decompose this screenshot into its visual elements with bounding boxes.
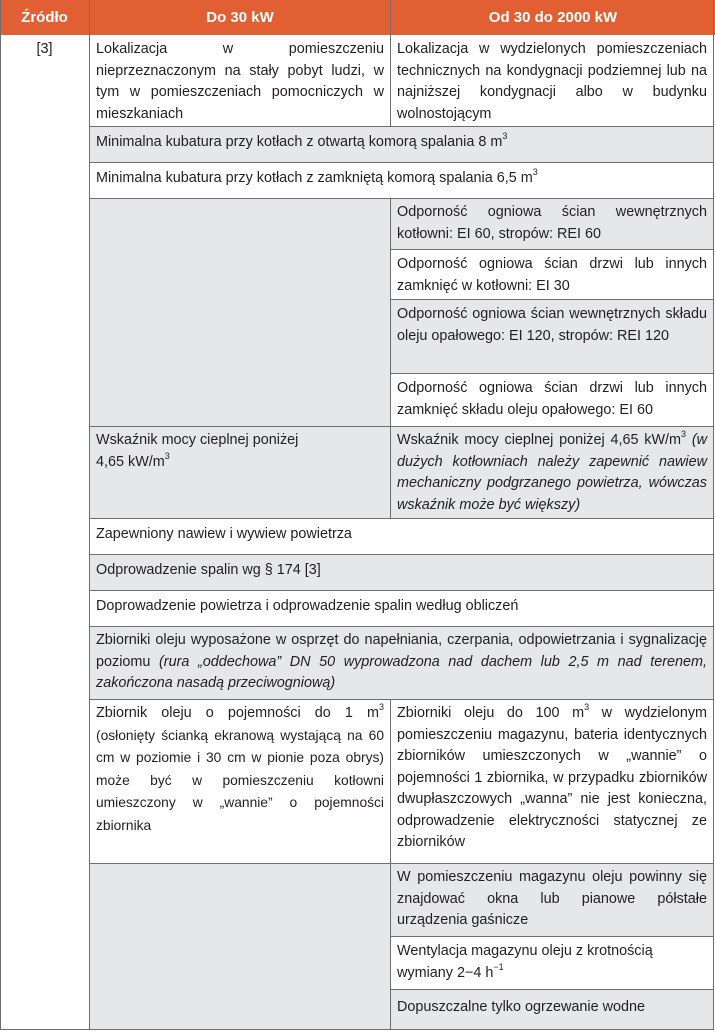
oil-store-vent-text: Wentylacja magazynu oleju z krotnością wymiany 2−4 h — [397, 943, 653, 981]
air-calc-text: Doprowadzenie powietrza i odprowadzenie spalin według obliczeń — [96, 598, 519, 614]
source-cell — [0, 35, 89, 1030]
volume-closed-text: Minimalna kubatura przy kotłach z zamkniętą komorą spalania 6,5 m — [96, 170, 533, 186]
grid-line — [89, 518, 714, 519]
flue-gas-text: Odprowadzenie spalin wg § 174 [3] — [96, 562, 321, 578]
air-supply-cell — [90, 518, 713, 554]
grid-line — [390, 198, 391, 518]
heat-large-cell — [391, 426, 713, 518]
grid-line — [0, 0, 1, 1030]
water-heating-text: Dopuszczalne tylko ogrzewanie wodne — [397, 999, 645, 1015]
volume-closed-cell — [90, 162, 713, 198]
header-source-label: Źródło — [21, 9, 68, 26]
grid-line — [89, 426, 714, 427]
header-small-label: Do 30 kW — [206, 9, 274, 26]
tank-large-text-b: w wydzielonym pomieszczeniu magazynu, bateria identycznych zbiorników umieszczonych w „wannie” o pojemności 1 zbiornika, w przypadku zbiorników dwupłaszczowych „wanna” nie jest konieczna, odprowadzenie elektryczności statycznej ze zbiorników — [397, 705, 708, 850]
grid-line — [390, 699, 391, 1030]
tank-small-cell — [90, 699, 390, 863]
heat-small-sup: 3 — [164, 450, 170, 461]
fire-walls-boiler-cell — [391, 198, 713, 249]
oil-tanks-cell — [90, 626, 713, 699]
fire-doors-boiler-cell — [391, 250, 713, 299]
fire-doors-oil-cell — [391, 374, 713, 426]
oil-store-vent-sup: −1 — [493, 961, 504, 972]
location-small-cell — [90, 35, 390, 126]
header-source — [0, 0, 89, 35]
source-ref: [3] — [36, 41, 53, 57]
heat-small-text-b: 4,65 kW/m — [96, 453, 165, 470]
grid-line — [390, 299, 714, 300]
grid-line — [89, 554, 714, 555]
air-calc-cell — [90, 590, 713, 626]
grid-line — [89, 0, 90, 1030]
fire-walls-oil-text: Odporność ogniowa ścian wewnętrznych składu oleju opałowego: EI 120, stropów: REI 120 — [397, 306, 707, 344]
location-large-text: Lokalizacja w wydzielonych pomieszczeniach technicznych na kondygnacji podziemnej lub na najniższej kondygnacji albo w budynku wolnostojącym — [397, 41, 707, 122]
tank-large-cell — [391, 699, 713, 863]
flue-gas-cell — [90, 554, 713, 590]
air-supply-text: Zapewniony nawiew i wywiew powietrza — [96, 526, 352, 542]
tank-small-text-b: (osłonięty ścianką ekranową wystającą na 60 cm w poziomie i 30 cm w pionie poza obrys) może być w pomieszczeniu kotłowni umieszczony w „wannie” o pojemności zbiornika — [96, 727, 384, 833]
header-large-power — [391, 0, 715, 35]
grid-line — [390, 936, 714, 937]
location-large-cell — [391, 35, 713, 126]
grid-line — [89, 699, 714, 700]
heat-large-note: (w dużych kotłowniach należy zapewnić nawiew mechaniczny podgrzanego powietrza, wówczas wskaźnik może być większy) — [397, 432, 707, 513]
oil-store-windows-cell — [391, 863, 713, 936]
tank-large-sup: 3 — [584, 702, 590, 713]
tank-large-text-a: Zbiorniki oleju do 100 m — [397, 705, 585, 721]
volume-open-text: Minimalna kubatura przy kotłach z otwartą komorą spalania 8 m — [96, 134, 503, 150]
fire-doors-boiler-text: Odporność ogniowa ścian drzwi lub innych zamknięć w kotłowni: EI 30 — [397, 256, 707, 294]
tank-small-text-a: Zbiornik oleju o pojemności do 1 m — [96, 705, 379, 721]
header-small-power — [90, 0, 390, 35]
grid-line — [89, 863, 714, 864]
grid-line — [89, 198, 714, 199]
grid-line — [390, 373, 714, 374]
fire-walls-boiler-text: Odporność ogniowa ścian wewnętrznych kotłowni: EI 60, stropów: REI 60 — [397, 204, 707, 242]
grid-line — [89, 162, 714, 163]
oil-store-windows-text: W pomieszczeniu magazynu oleju powinny się znajdować okna lub pianowe półstałe urządzenia gaśnicze — [397, 869, 707, 928]
grid-line — [89, 626, 714, 627]
header-large-label: Od 30 do 2000 kW — [488, 9, 618, 26]
tank-small-sup: 3 — [378, 702, 384, 713]
grid-line — [390, 0, 391, 126]
volume-closed-sup: 3 — [532, 167, 538, 178]
fire-walls-oil-cell — [391, 300, 713, 373]
oil-store-small-empty-cell — [90, 863, 390, 1030]
grid-line — [89, 590, 714, 591]
location-small-text: Lokalizacja w pomieszczeniu nieprzeznaczonym na stały pobyt ludzi, w tym w pomieszczeniach pomocniczych w mieszkaniach — [96, 41, 384, 122]
grid-line — [390, 989, 714, 990]
oil-tanks-note: (rura „oddechowa” DN 50 wyprowadzona nad dachem lub 2,5 m nad terenem, zakończona nasadą przeciwogniową) — [96, 653, 708, 691]
volume-open-cell — [90, 126, 713, 162]
heat-small-cell — [90, 426, 390, 518]
heat-large-text: Wskaźnik mocy cieplnej poniżej 4,65 kW/m — [397, 432, 682, 448]
heat-small-text-a: Wskaźnik mocy cieplnej poniżej — [96, 432, 299, 448]
oil-store-vent-cell — [391, 937, 713, 989]
fire-small-empty-cell — [90, 198, 390, 426]
grid-line — [0, 1029, 714, 1030]
grid-line — [89, 126, 714, 127]
volume-open-sup: 3 — [502, 131, 508, 142]
water-heating-cell — [391, 990, 713, 1030]
oil-tanks-text: Zbiorniki oleju wyposażone w osprzęt do napełniania, czerpania, odpowietrzania i sygnalizację poziomu — [96, 632, 707, 670]
grid-line — [713, 0, 714, 1030]
fire-doors-oil-text: Odporność ogniowa ścian drzwi lub innych zamknięć składu oleju opałowego: EI 60 — [397, 380, 707, 418]
grid-line — [390, 249, 714, 250]
heat-large-sup: 3 — [681, 429, 687, 440]
